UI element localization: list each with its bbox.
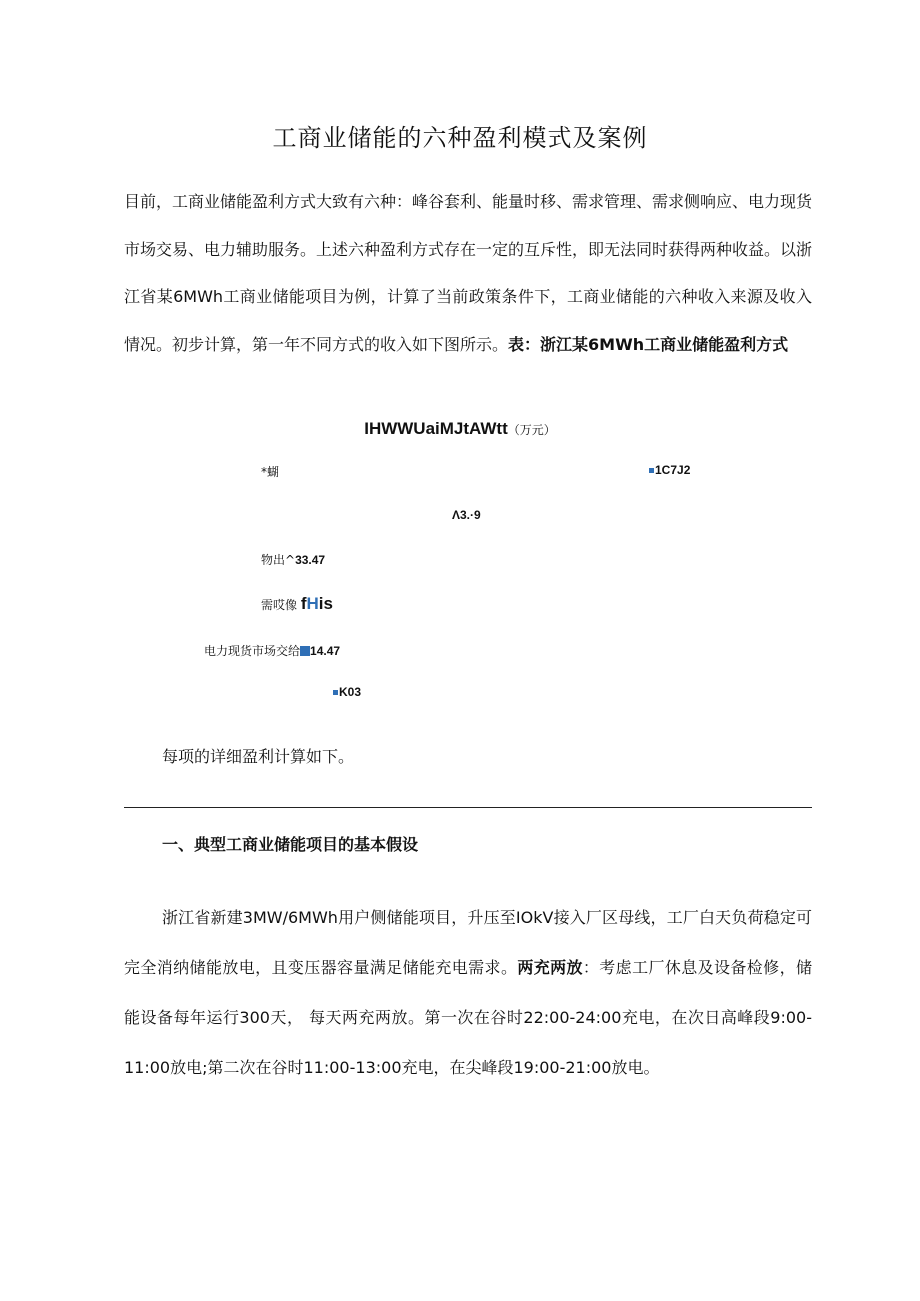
intro-paragraph (124, 178, 812, 368)
table-caption: 表：浙江某6MWh工商业储能盈利方式 (508, 334, 789, 354)
bold-label: 两充两放 (517, 958, 583, 977)
chart-value: 33.47 (295, 553, 326, 567)
chart-value: K03 (339, 685, 362, 699)
chart-unit: （万元） (507, 423, 556, 437)
detail-note: 每项的详细盈利计算如下。 (162, 747, 355, 766)
chart-title (0, 419, 920, 439)
intro-text: 目前，工商业储能盈利方式大致有六种：峰谷套利、能量时移、需求管理、需求侧响应、电力现货市场交易、电力辅助服务。上述六种盈利方式存在一定的互斥性，即无法同时获得两种收益。以浙江省某6MWh工商业储能项目为例，计算了当前政策条件下，工商业储能的六种收入来源及收入情况。初步计算，第一年不同方式的收入如下图所示。 (124, 192, 813, 354)
chart-row-label: 物出^ (261, 553, 296, 567)
chart-value: 1C7J2 (655, 463, 691, 477)
chart-value: 14.47 (310, 644, 341, 658)
chart-data-label (333, 685, 361, 699)
chart-row-label: 电力现货市场交给 (204, 644, 301, 658)
chart-row (261, 551, 325, 568)
chart-value: fHis (300, 594, 333, 613)
chart-value: Λ3.·9 (452, 508, 481, 522)
section-heading: 一、典型工商业储能项目的基本假设 (162, 835, 419, 854)
chart-row (204, 642, 340, 659)
chart-row-label: 需哎像 (261, 598, 298, 612)
chart-data-label (452, 508, 481, 522)
bar-mark (300, 646, 310, 656)
chart-data-label (649, 463, 690, 477)
bar-mark (649, 468, 654, 473)
bar-mark (333, 690, 338, 695)
chart-row (261, 594, 333, 614)
document-title: 工商业储能的六种盈利模式及案例 (272, 124, 648, 152)
body-text: ：考虑工厂休息及设备检修，储能设备每年运行300天， 每天两充两放。第一次在谷时22:00-24:00充电，在次日高峰段9:00-11:00放电;第二次在谷时11:00-13:00充电，在尖峰段19:00-21:00放电。 (124, 958, 812, 1077)
chart-row-label: *蝴 (261, 465, 280, 479)
horizontal-divider (124, 807, 812, 808)
body-text: 浙江省新建3MW/6MWh用户侧储能项目，升压至IOkV接入厂区母线，工厂白天负荷稳定可完全消纳储能放电，且变压器容量满足储能充电需求。 (124, 908, 812, 977)
chart-title-text: IHWWUaiMJtAWtt (364, 419, 508, 438)
assumption-paragraph (124, 893, 812, 1093)
